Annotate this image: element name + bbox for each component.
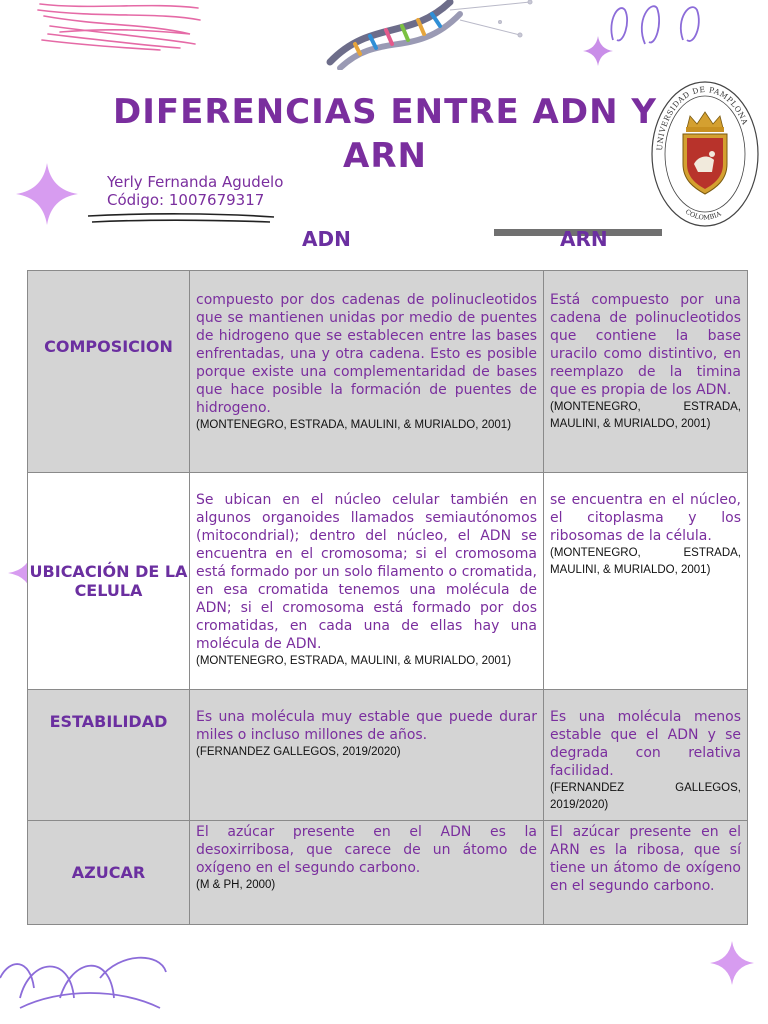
author-name: Yerly Fernanda Agudelo	[107, 173, 284, 191]
sparkle-icon	[16, 163, 78, 225]
dna-helix-icon	[300, 0, 540, 70]
comparison-table	[27, 270, 748, 925]
underline-decoration	[86, 211, 276, 229]
arn-azucar-text: El azúcar presente en el ARN es la ribosa, que sí tiene un átomo de oxígeno en el segundo carbono.	[550, 824, 741, 894]
cell-adn-composicion	[190, 271, 544, 473]
row-label-ubicacion: UBICACIÓN DE LA CELULA	[28, 473, 190, 690]
cell-adn-estabilidad	[190, 690, 544, 821]
page-title: DIFERENCIAS ENTRE ADN Y ARN	[113, 92, 657, 176]
arn-estabilidad-citation: (FERNANDEZ GALLEGOS, 2019/2020)	[550, 782, 741, 811]
cell-arn-composicion	[544, 271, 748, 473]
lilac-loops-decoration	[0, 948, 170, 1024]
adn-composicion-citation: (MONTENEGRO, ESTRADA, MAULINI, & MURIALDO, 2001)	[196, 419, 512, 431]
lilac-loops-decoration	[605, 0, 725, 48]
author-code: Código: 1007679317	[107, 191, 265, 209]
column-header-arn: ARN	[560, 227, 608, 251]
cell-arn-azucar	[544, 821, 748, 925]
adn-estabilidad-text: Es una molécula muy estable que puede durar miles o incluso millones de años.	[196, 709, 537, 743]
arn-ubicacion-citation: (MONTENEGRO, ESTRADA, MAULINI, & MURIALDO, 2001)	[550, 547, 741, 576]
table-row-estabilidad	[28, 690, 748, 821]
adn-ubicacion-text: Se ubican en el núcleo celular también en algunos organoides llamados semiautónomos (mitocondrial); dentro del núcleo, el ADN se encuentra en el cromosoma; si el cromosoma está formado por un solo filamento o cromatida, en esa cromatida tenemos una molécula de ADN; si el cromosoma está formado por dos cromatidas, en cada una de ellas hay una molécula de ADN.	[196, 492, 537, 652]
cell-adn-azucar	[190, 821, 544, 925]
adn-azucar-text: El azúcar presente en el ADN es la desoxirribosa, que carece de un átomo de oxígeno en el segundo carbono.	[196, 824, 537, 876]
seal-bottom-text: COLOMBIA	[683, 207, 723, 222]
sparkle-icon	[583, 36, 613, 66]
seal-top-text: UNIVERSIDAD DE PAMPLONA	[655, 84, 750, 151]
table-row-composicion	[28, 271, 748, 473]
row-label-estabilidad: ESTABILIDAD	[28, 690, 190, 821]
column-header-adn: ADN	[302, 227, 351, 251]
sparkle-icon	[710, 941, 754, 985]
university-seal-icon	[650, 80, 760, 228]
arn-composicion-citation: (MONTENEGRO, ESTRADA, MAULINI, & MURIALDO, 2001)	[550, 401, 741, 430]
cell-adn-ubicacion	[190, 473, 544, 690]
pink-scribble-decoration	[30, 0, 205, 52]
table-row-azucar	[28, 821, 748, 925]
arn-estabilidad-text: Es una molécula menos estable que el ADN y se degrada con relativa facilidad.	[550, 709, 741, 779]
arn-ubicacion-text: se encuentra en el núcleo, el citoplasma y los ribosomas de la célula.	[550, 492, 741, 544]
cell-arn-ubicacion	[544, 473, 748, 690]
adn-azucar-citation: (M & PH, 2000)	[196, 879, 276, 891]
row-label-azucar: AZUCAR	[28, 821, 190, 925]
arn-composicion-text: Está compuesto por una cadena de polinucleotidos que contiene la base uracilo como distintivo, en reemplazo de la timina que es propia de los ADN.	[550, 292, 741, 398]
adn-estabilidad-citation: (FERNANDEZ GALLEGOS, 2019/2020)	[196, 746, 401, 758]
adn-ubicacion-citation: (MONTENEGRO, ESTRADA, MAULINI, & MURIALDO, 2001)	[196, 655, 512, 667]
adn-composicion-text: compuesto por dos cadenas de polinucleotidos que se mantienen unidas por medio de puentes de hidrogeno que se establecen entre las bases enfrentadas, una y otra cadena. Esto es posible porque existe una complementaridad de bases que hace posible la formación de puentes de hidrogeno.	[196, 292, 537, 416]
cell-arn-estabilidad	[544, 690, 748, 821]
author-block	[107, 173, 283, 209]
row-label-composicion: COMPOSICION	[28, 271, 190, 473]
table-row-ubicacion	[28, 473, 748, 690]
